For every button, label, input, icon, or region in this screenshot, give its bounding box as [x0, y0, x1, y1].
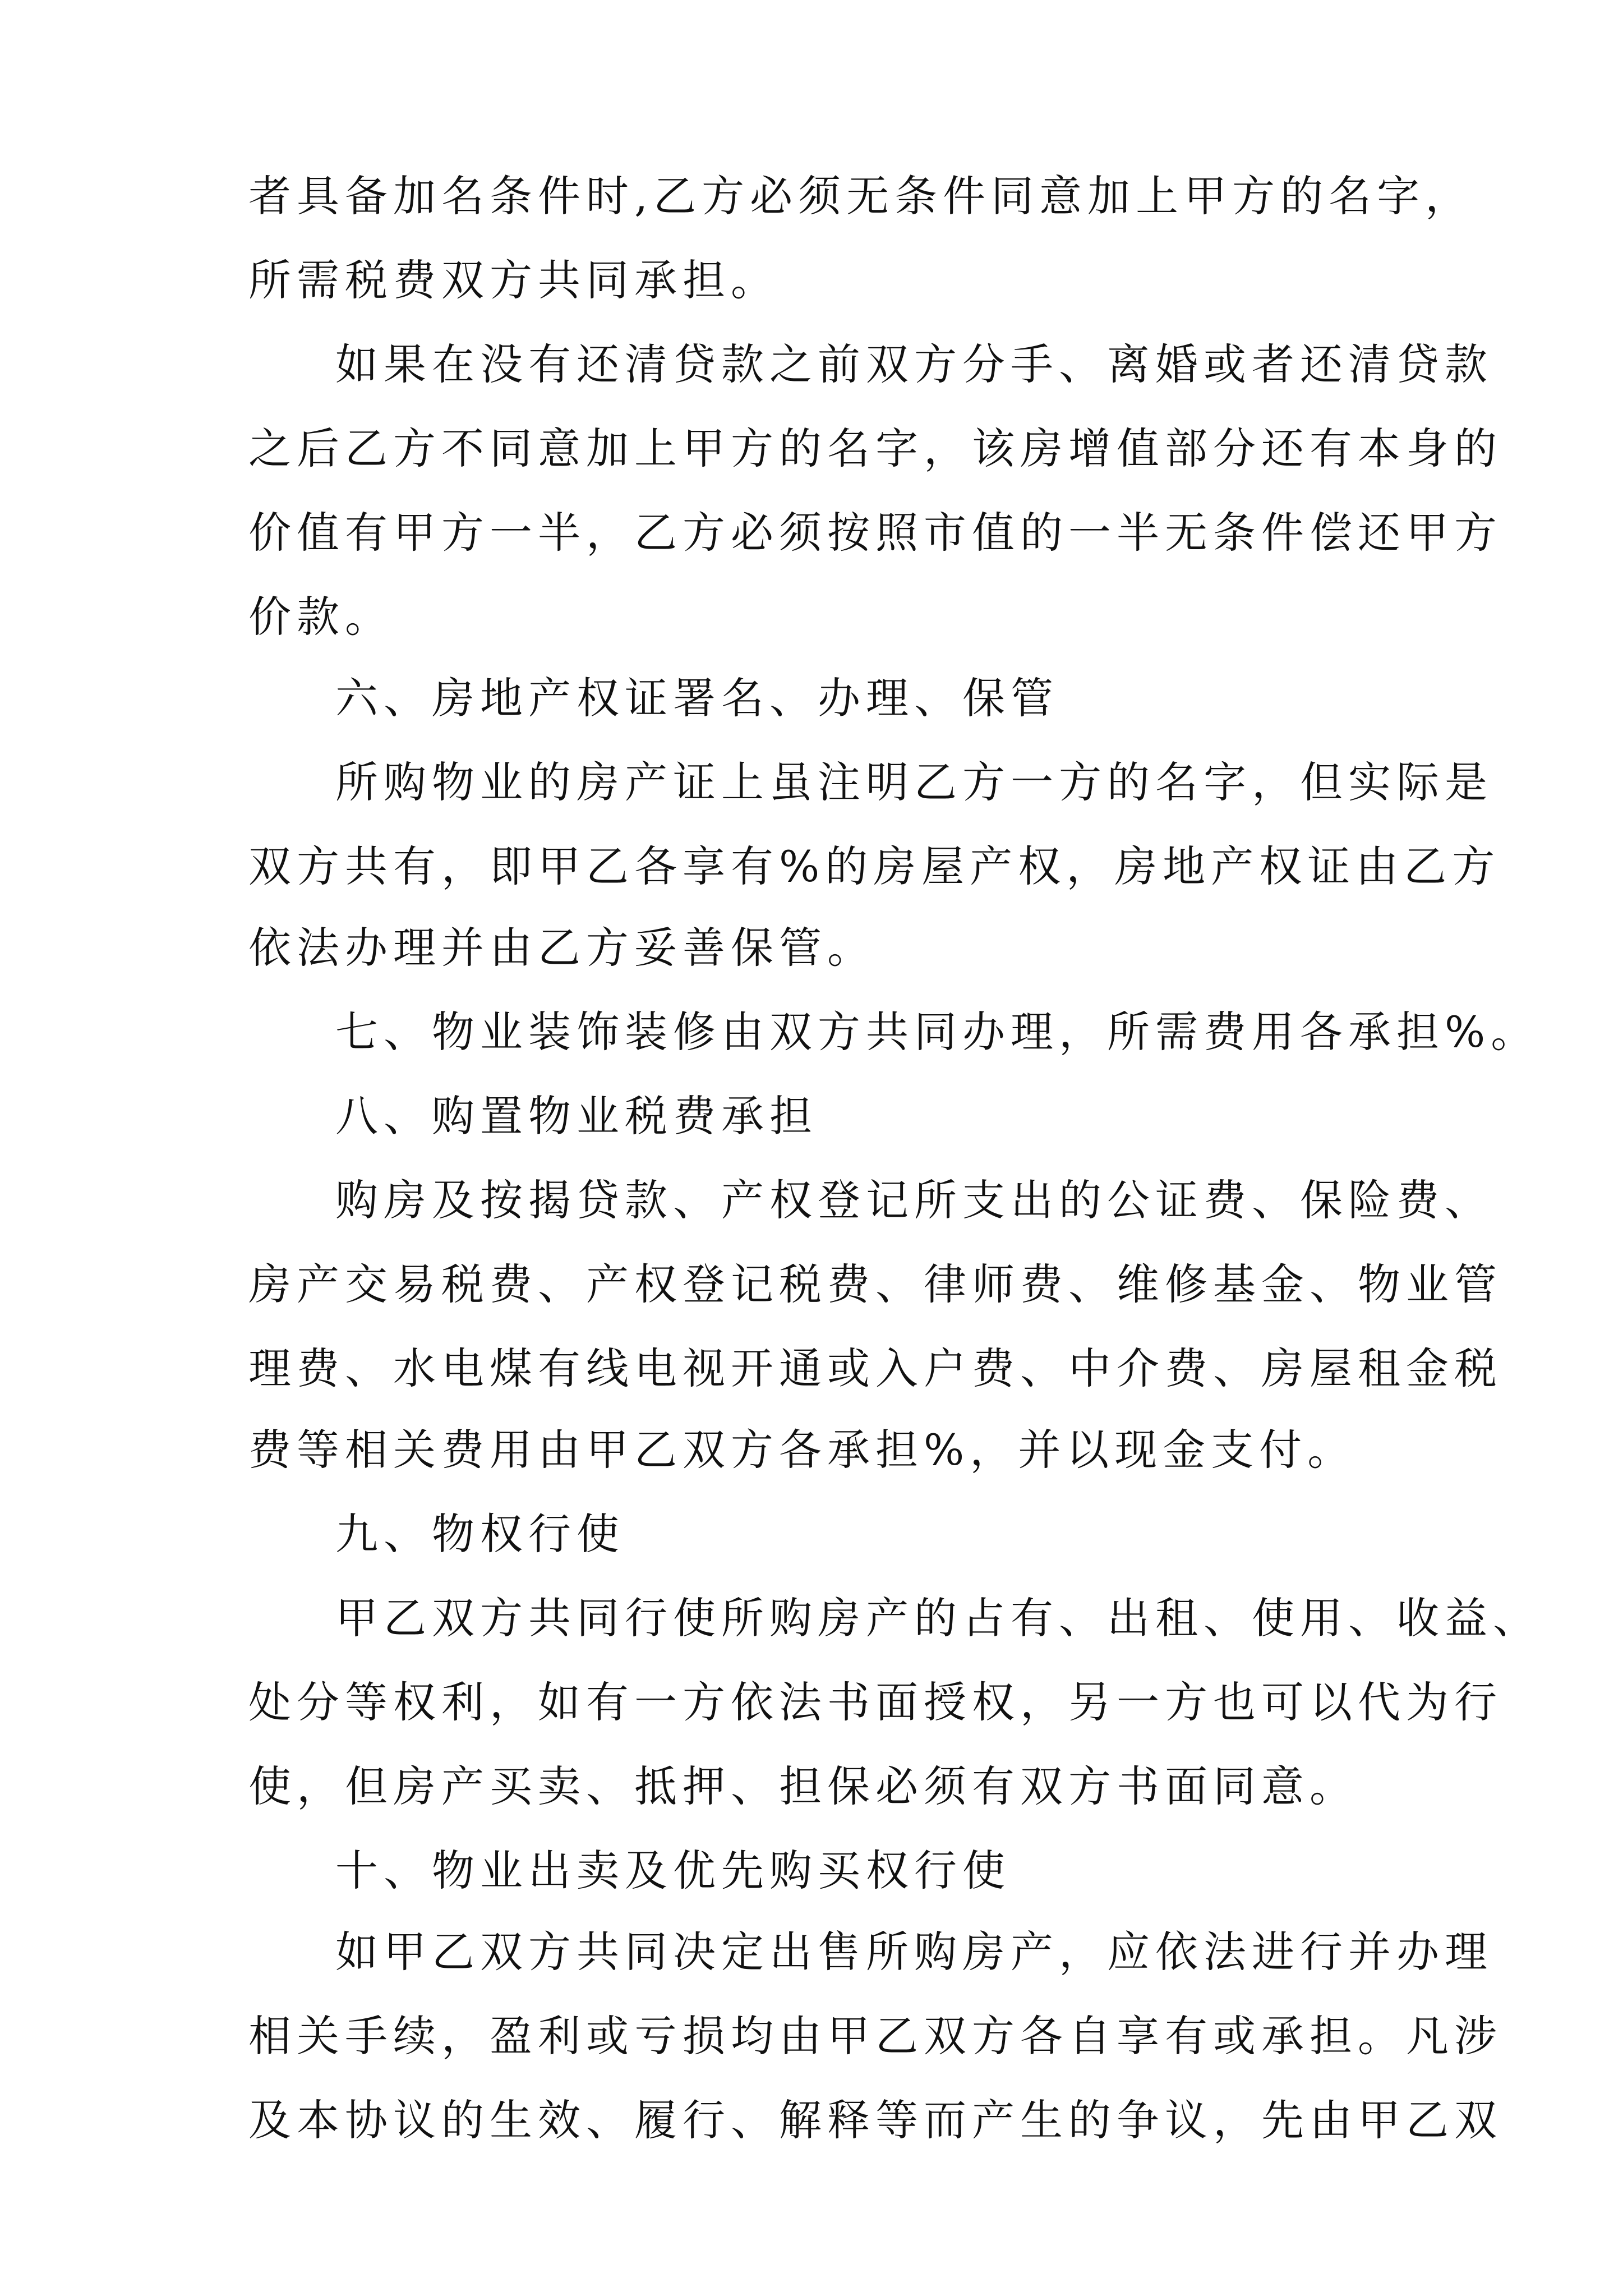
- text-line: 十、物业出卖及优先购买权行使: [335, 1846, 1011, 1895]
- text-line: 价值有甲方一半，乙方必须按照市值的一半无条件偿还甲方: [248, 508, 1502, 558]
- text-line: 六、房地产权证署名、办理、保管: [335, 673, 1059, 723]
- text-line: 相关手续，盈利或亏损均由甲乙双方各自享有或承担。凡涉: [248, 2011, 1502, 2061]
- text-line: 理费、水电煤有线电视开通或入户费、中介费、房屋租金税: [248, 1343, 1502, 1393]
- text-line: 及本协议的生效、履行、解释等而产生的争议，先由甲乙双: [248, 2095, 1502, 2145]
- text-line: 房产交易税费、产权登记税费、律师费、维修基金、物业管: [248, 1259, 1502, 1309]
- text-line: 费等相关费用由甲乙双方各承担%，并以现金支付。: [248, 1425, 1356, 1475]
- text-line: 使，但房产买卖、抵押、担保必须有双方书面同意。: [248, 1761, 1358, 1811]
- text-line: 价款。: [248, 592, 393, 642]
- text-line: 九、物权行使: [335, 1509, 625, 1559]
- text-line: 依法办理并由乙方妥善保管。: [248, 923, 875, 973]
- text-line: 如果在没有还清贷款之前双方分手、离婚或者还清贷款: [335, 339, 1493, 389]
- text-line: 甲乙双方共同行使所购房产的占有、出租、使用、收益、: [335, 1593, 1541, 1643]
- text-line: 八、购置物业税费承担: [335, 1091, 818, 1141]
- text-line: 如甲乙双方共同决定出售所购房产，应依法进行并办理: [335, 1927, 1493, 1977]
- text-line: 者具备加名条件时,乙方必须无条件同意加上甲方的名字，: [248, 171, 1474, 221]
- text-line: 所购物业的房产证上虽注明乙方一方的名字，但实际是: [335, 757, 1493, 807]
- text-line: 双方共有，即甲乙各享有%的房屋产权，房地产权证由乙方: [248, 841, 1501, 891]
- text-line: 处分等权利，如有一方依法书面授权，另一方也可以代为行: [248, 1677, 1502, 1727]
- text-line: 之后乙方不同意加上甲方的名字，该房增值部分还有本身的: [248, 424, 1502, 473]
- text-line: 所需税费双方共同承担。: [248, 255, 779, 305]
- text-line: 购房及按揭贷款、产权登记所支出的公证费、保险费、: [335, 1175, 1493, 1225]
- text-line: 七、物业装饰装修由双方共同办理，所需费用各承担%。: [335, 1007, 1539, 1057]
